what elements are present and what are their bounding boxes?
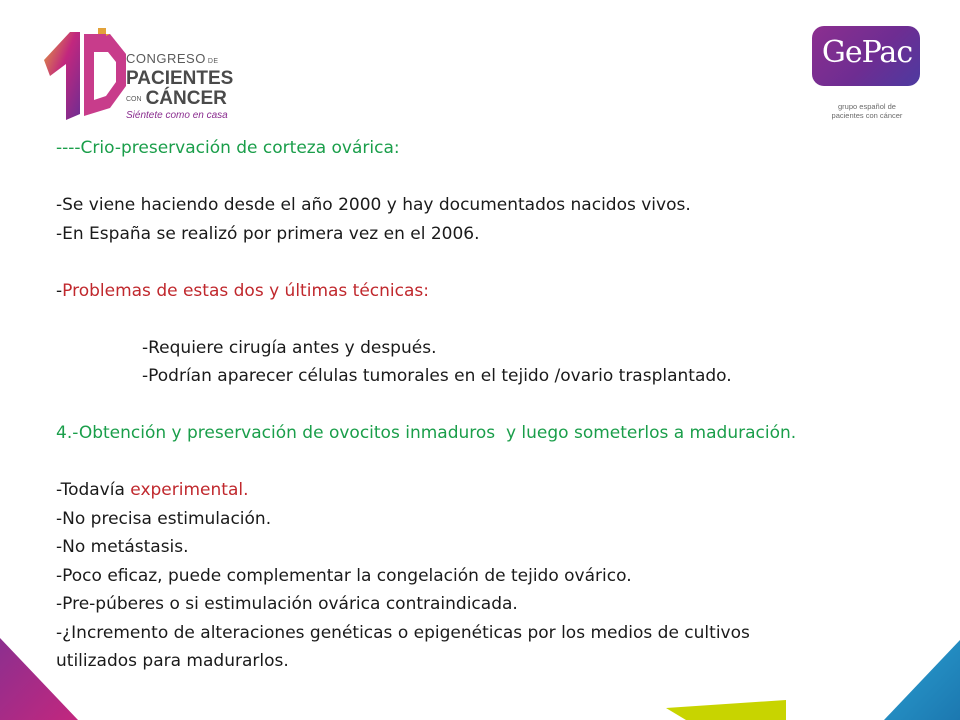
gepac-caption-line2: pacientes con cáncer [831,111,903,120]
gepac-logo-badge [812,26,920,86]
spacer [56,163,936,192]
congress-title-line [126,52,256,69]
spacer [56,305,936,334]
bottom-left-decoration [0,624,80,720]
list-item-1-prefix: -Todavía [56,480,131,500]
congress-tagline: Siéntete como en casa [126,110,228,121]
sub-item-1: -Requiere cirugía antes y después. [142,337,437,358]
list-item-4: -Poco eficaz, puede complementar la congelación de tejido ovárico. [56,565,632,586]
gepac-caption-line1: grupo español de [838,102,896,111]
congress-wordmark [126,52,256,122]
bottom-right-decoration [884,640,960,720]
gepac-logo [812,26,922,126]
section-4-heading: 4.-Obtención y preservación de ovocitos inmaduros y luego someterlos a maduración. [56,423,797,443]
spacer [56,391,936,420]
spacer [56,448,936,477]
con-word: CON [126,95,142,103]
list-item-1-highlight: experimental. [130,480,249,500]
gepac-wordmark: GePac [821,35,913,70]
congress-word: CONGRESO [126,51,206,66]
congress-number-graphic [40,24,130,124]
pacientes-word: PACIENTES [126,68,234,89]
body-line-1: -Se viene haciendo desde el año 2000 y hay documentados nacidos vivos. [56,195,691,215]
problems-heading: Problemas de estas dos y últimas técnicas: [62,280,429,301]
sub-item-2: -Podrían aparecer células tumorales en el tejido /ovario trasplantado. [142,366,732,386]
list-item-6-line-2: utilizados para madurarlos. [56,651,289,671]
cancer-word: CÁNCER [145,88,227,109]
problems-dash: - [56,280,63,301]
list-item-5: -Pre-púberes o si estimulación ovárica contraindicada. [56,594,518,614]
section-heading: ----Crio-preservación de corteza ovárica: [56,138,400,158]
problems-line [56,277,936,306]
congress-logo [40,24,250,124]
congress-de-word: DE [207,58,219,65]
list-item-1 [56,476,936,505]
slide-body [56,134,936,676]
body-line-2: -En España se realizó por primera vez en el 2006. [56,223,480,244]
bottom-center-decoration [666,700,786,720]
spacer [56,248,936,277]
list-item-2: -No precisa estimulación. [56,508,272,529]
list-item-6-line-1: -¿Incremento de alteraciones genéticas o epigenéticas por los medios de cultivos [56,622,750,643]
gepac-caption [812,102,922,120]
list-item-3: -No metástasis. [56,537,189,557]
